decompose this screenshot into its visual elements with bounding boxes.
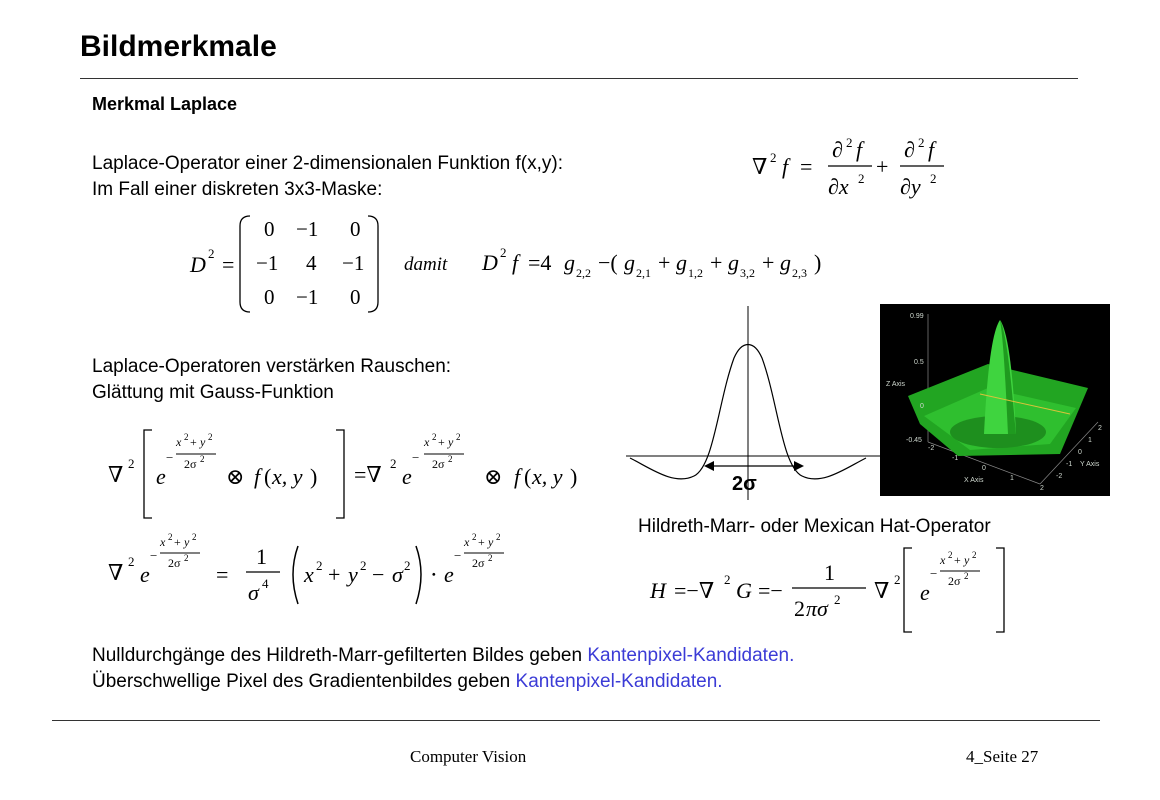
laplace-formula <box>748 130 958 204</box>
svg-text:⊗: ⊗ <box>226 464 245 489</box>
z-tick: 0 <box>920 403 924 410</box>
edge-candidates-highlight: Kantenpixel-Kandidaten. <box>587 645 795 666</box>
x-tick: 2 <box>1040 485 1044 492</box>
svg-text:2: 2 <box>360 558 367 573</box>
svg-text:1: 1 <box>256 544 267 569</box>
svg-text:1: 1 <box>824 560 835 585</box>
svg-text:): ) <box>814 250 822 275</box>
svg-text:2σ: 2σ <box>168 556 181 570</box>
svg-text:2: 2 <box>200 454 205 464</box>
svg-text:2: 2 <box>208 246 215 261</box>
log-convolution-formula <box>104 424 604 524</box>
svg-text:∇: ∇ <box>752 154 768 179</box>
svg-text:2: 2 <box>918 135 925 150</box>
svg-text:g: g <box>624 250 635 275</box>
z-tick: 0.5 <box>914 359 924 366</box>
svg-text:−(: −( <box>598 250 618 275</box>
x-axis-label: X Axis <box>964 477 984 484</box>
svg-text:2: 2 <box>894 572 901 587</box>
svg-text:y: y <box>488 535 494 549</box>
svg-text:=−∇: =−∇ <box>674 578 715 603</box>
svg-text:2: 2 <box>456 432 461 442</box>
damit-word: damit <box>404 254 448 275</box>
svg-text:⊗: ⊗ <box>484 464 503 489</box>
x-tick: 1 <box>1010 475 1014 482</box>
laplace-intro-text: Laplace-Operator einer 2-dimensionalen Funktion f(x,y): <box>92 153 564 174</box>
svg-text:e: e <box>444 562 454 587</box>
svg-text:2: 2 <box>128 456 135 471</box>
svg-text:2σ: 2σ <box>948 574 961 588</box>
footer-page-number: 4_Seite 27 <box>966 747 1039 766</box>
svg-text:πσ: πσ <box>806 596 828 621</box>
hildreth-marr-formula <box>648 544 1018 636</box>
y-tick: 1 <box>1088 437 1092 444</box>
svg-text:2: 2 <box>316 558 323 573</box>
svg-text:=−: =− <box>758 578 783 603</box>
svg-text:2: 2 <box>128 554 135 569</box>
svg-text:3,2: 3,2 <box>740 266 755 280</box>
y-tick: -1 <box>1066 461 1073 468</box>
x-tick: -2 <box>928 445 935 452</box>
x-tick: -1 <box>952 455 959 462</box>
svg-text:∂: ∂ <box>904 137 915 162</box>
svg-text:g: g <box>728 250 739 275</box>
svg-text:(: ( <box>524 464 532 489</box>
svg-text:2: 2 <box>770 150 777 165</box>
x-tick: 0 <box>982 465 986 472</box>
svg-text:∇: ∇ <box>874 578 890 603</box>
svg-text:+: + <box>438 435 445 449</box>
svg-text:x, y: x, y <box>272 464 303 489</box>
mexican-hat-caption: Hildreth-Marr- oder Mexican Hat-Operator <box>638 516 991 537</box>
svg-text:2: 2 <box>834 592 841 607</box>
svg-text:D: D <box>482 250 498 275</box>
edge-candidates-highlight: Kantenpixel-Kandidaten. <box>515 671 723 692</box>
z-tick: 0.99 <box>910 313 924 320</box>
svg-text:): ) <box>570 464 578 489</box>
svg-text:x: x <box>176 435 182 449</box>
svg-text:G: G <box>736 578 752 603</box>
svg-text:2σ: 2σ <box>472 556 485 570</box>
svg-text:g: g <box>564 250 575 275</box>
svg-text:−: − <box>372 562 385 587</box>
svg-text:2: 2 <box>500 245 507 260</box>
sigma-width-label: 2σ <box>732 473 757 495</box>
svg-text:(: ( <box>264 464 272 489</box>
y-axis-label: Y Axis <box>1080 461 1100 468</box>
matrix-cell: 4 <box>306 251 317 275</box>
svg-text:D: D <box>190 252 206 277</box>
mexican-hat-graph <box>626 306 880 500</box>
svg-text:+: + <box>710 250 723 275</box>
svg-text:): ) <box>310 464 318 489</box>
svg-text:e: e <box>920 580 930 605</box>
svg-text:2: 2 <box>184 553 189 563</box>
matrix-cell: −1 <box>342 251 365 275</box>
threshold-text <box>92 671 723 693</box>
svg-text:f: f <box>856 137 863 162</box>
footer-divider <box>52 720 1100 721</box>
matrix-cell: 0 <box>350 217 361 241</box>
svg-text:2: 2 <box>930 171 937 186</box>
y-tick: -2 <box>1056 473 1063 480</box>
svg-text:2,3: 2,3 <box>792 266 807 280</box>
svg-text:2: 2 <box>168 532 173 542</box>
svg-text:=: = <box>222 252 235 277</box>
svg-text:+: + <box>954 553 961 567</box>
svg-text:2: 2 <box>390 456 397 471</box>
svg-text:x: x <box>160 535 166 549</box>
svg-text:σ: σ <box>392 562 403 587</box>
svg-text:2: 2 <box>432 432 437 442</box>
svg-text:2: 2 <box>472 532 477 542</box>
svg-text:=: = <box>216 562 229 587</box>
section-subtitle: Merkmal Laplace <box>92 94 238 114</box>
svg-text:e: e <box>156 464 166 489</box>
matrix-cell: −1 <box>296 217 319 241</box>
svg-text:∂y: ∂y <box>900 174 921 199</box>
svg-text:H: H <box>650 578 666 603</box>
svg-text:2: 2 <box>724 572 731 587</box>
svg-text:y: y <box>200 435 206 449</box>
y-tick: 0 <box>1078 449 1082 456</box>
matrix-cell: 0 <box>264 217 275 241</box>
svg-text:2: 2 <box>964 571 969 581</box>
svg-text:e: e <box>140 562 150 587</box>
svg-text:y: y <box>348 562 358 587</box>
zero-crossing-text <box>92 645 794 667</box>
svg-text:2: 2 <box>208 432 213 442</box>
svg-text:∇: ∇ <box>108 462 124 487</box>
svg-text:−: − <box>412 450 420 465</box>
svg-text:−: − <box>166 450 174 465</box>
matrix-formula <box>186 210 846 318</box>
matrix-cell: 0 <box>264 285 275 309</box>
y-tick: 2 <box>1098 425 1102 432</box>
matrix-cell: 0 <box>350 285 361 309</box>
svg-text:+: + <box>174 535 181 549</box>
page-title: Bildmerkmale <box>80 30 277 63</box>
svg-text:x: x <box>304 562 314 587</box>
svg-text:2: 2 <box>972 550 977 560</box>
svg-text:=4: =4 <box>528 250 552 275</box>
svg-text:∇: ∇ <box>108 560 124 585</box>
svg-text:f: f <box>512 250 519 275</box>
svg-text:∂: ∂ <box>832 137 843 162</box>
svg-text:2: 2 <box>858 171 865 186</box>
svg-text:2,2: 2,2 <box>576 266 591 280</box>
svg-text:4: 4 <box>262 576 269 591</box>
svg-text:−: − <box>454 548 462 563</box>
svg-text:f: f <box>254 464 261 489</box>
svg-text:2,1: 2,1 <box>636 266 651 280</box>
svg-text:2: 2 <box>496 532 501 542</box>
svg-text:x: x <box>424 435 430 449</box>
svg-text:x: x <box>464 535 470 549</box>
noise-text: Laplace-Operatoren verstärken Rauschen: <box>92 356 452 377</box>
svg-text:+: + <box>762 250 775 275</box>
svg-text:+: + <box>876 154 889 179</box>
svg-text:σ: σ <box>248 580 259 605</box>
title-divider <box>80 78 1078 79</box>
svg-text:−: − <box>150 548 158 563</box>
svg-text:g: g <box>780 250 791 275</box>
mexican-hat-surface-plot <box>880 304 1110 496</box>
svg-text:2: 2 <box>488 553 493 563</box>
svg-text:+: + <box>478 535 485 549</box>
svg-text:∂x: ∂x <box>828 174 849 199</box>
svg-text:f: f <box>514 464 521 489</box>
svg-text:2: 2 <box>192 532 197 542</box>
svg-text:2: 2 <box>948 550 953 560</box>
svg-text:2: 2 <box>794 596 805 621</box>
log-expanded-formula <box>104 528 544 612</box>
svg-text:f: f <box>782 154 789 179</box>
z-tick: -0.45 <box>906 437 922 444</box>
svg-text:f: f <box>928 137 935 162</box>
svg-text:y: y <box>964 553 970 567</box>
svg-text:2: 2 <box>448 454 453 464</box>
svg-text:y: y <box>448 435 454 449</box>
z-axis-label: Z Axis <box>886 381 906 388</box>
matrix-cell: −1 <box>256 251 279 275</box>
svg-text:2: 2 <box>184 432 189 442</box>
svg-text:2: 2 <box>846 135 853 150</box>
svg-text:=∇: =∇ <box>354 462 382 487</box>
svg-text:⋅: ⋅ <box>430 562 438 587</box>
svg-text:x, y: x, y <box>532 464 563 489</box>
zero-crossing-plain: Nulldurchgänge des Hildreth-Marr-gefilterten Bildes geben <box>92 645 588 666</box>
svg-text:2: 2 <box>404 558 411 573</box>
svg-text:−: − <box>930 566 938 581</box>
svg-text:x: x <box>940 553 946 567</box>
svg-text:e: e <box>402 464 412 489</box>
svg-text:g: g <box>676 250 687 275</box>
svg-text:y: y <box>184 535 190 549</box>
svg-text:1,2: 1,2 <box>688 266 703 280</box>
threshold-plain: Überschwellige Pixel des Gradientenbildes geben <box>92 671 516 692</box>
gauss-smoothing-text: Glättung mit Gauss-Funktion <box>92 382 334 403</box>
footer-course: Computer Vision <box>410 747 527 766</box>
svg-text:2σ: 2σ <box>184 457 197 471</box>
matrix-cell: −1 <box>296 285 319 309</box>
svg-text:+: + <box>190 435 197 449</box>
svg-text:+: + <box>328 562 341 587</box>
svg-text:=: = <box>800 154 813 179</box>
svg-text:2σ: 2σ <box>432 457 445 471</box>
svg-text:+: + <box>658 250 671 275</box>
discrete-mask-text: Im Fall einer diskreten 3x3-Maske: <box>92 179 383 200</box>
